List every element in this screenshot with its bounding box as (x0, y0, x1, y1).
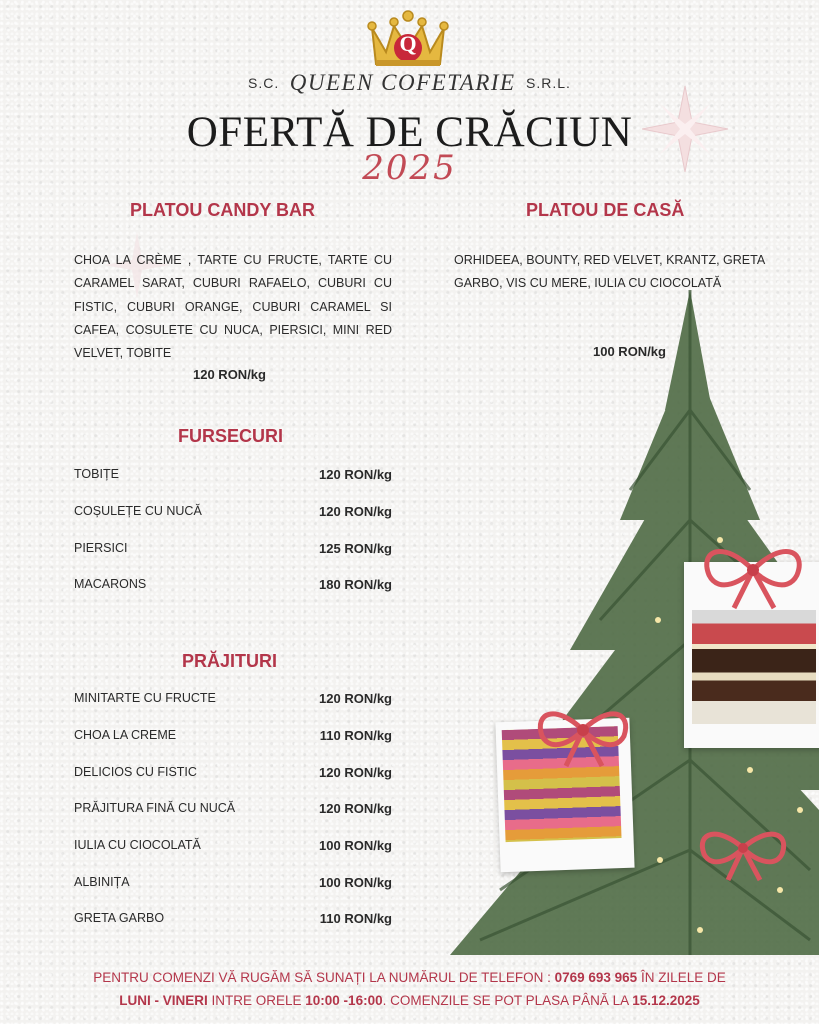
crown-logo-letter: Q (399, 31, 417, 56)
list-item-name: ALBINIȚA (74, 875, 130, 889)
footer-line-2 (0, 993, 819, 1008)
ribbon-bow-icon (694, 540, 812, 610)
cakes-photo-image (692, 610, 816, 724)
list-item-name: MINITARTE CU FRUCTE (74, 691, 216, 705)
list-item-name: CHOA LA CREME (74, 728, 177, 742)
footer-text: . COMENZILE SE POT PLASA PÂNĂ LA (382, 993, 633, 1008)
list-item-name: TOBIȚE (74, 467, 119, 481)
platou-candy-bar-price: 120 RON/kg (193, 367, 266, 382)
list-item-price: 100 RON/kg (319, 875, 392, 890)
footer-text: INTRE ORELE (207, 993, 306, 1008)
list-item-price: 100 RON/kg (319, 838, 392, 853)
ribbon-bow-icon (530, 704, 636, 768)
list-item-price: 110 RON/kg (319, 911, 392, 926)
list-item-price: 110 RON/kg (319, 728, 392, 743)
list-item-name: COȘULEȚE CU NUCĂ (74, 504, 202, 518)
order-days: LUNI - VINERI (119, 993, 208, 1008)
list-item-name: IULIA CU CIOCOLATĂ (74, 838, 201, 852)
platou-de-casa-description: ORHIDEEA, BOUNTY, RED VELVET, KRANTZ, GRETA GARBO, VIS CU MERE, IULIA CU CIOCOLATĂ (454, 253, 765, 291)
heading-prajituri: PRĂJITURI (182, 651, 278, 671)
list-item-price: 120 RON/kg (319, 765, 392, 780)
heading-platou-de-casa: PLATOU DE CASĂ (526, 200, 685, 220)
order-deadline: 15.12.2025 (632, 993, 700, 1008)
list-item-name: DELICIOS CU FISTIC (74, 765, 197, 779)
list-item-price: 120 RON/kg (319, 691, 392, 706)
year-label: 2025 (362, 148, 457, 188)
company-name: QUEEN COFETARIE (289, 70, 516, 95)
footer-text: PENTRU COMENZI VĂ RUGĂM SĂ SUNAȚI LA NUMĂRUL DE TELEFON : (93, 970, 555, 985)
platou-de-casa-price: 100 RON/kg (593, 344, 666, 359)
company-prefix: S.C. (248, 75, 280, 91)
phone-number: 0769 693 965 (554, 970, 638, 985)
list-item-price: 120 RON/kg (319, 504, 392, 519)
platou-candy-bar-description: CHOA LA CRÈME , TARTE CU FRUCTE, TARTE CU CARAMEL SARAT, CUBURI RAFAELO, CUBURI CU FISTIC, CUBURI ORANGE, CUBURI CARAMEL SI CAFEA, COSULETE CU NUCA, PIERSICI, MINI RED VELVET, TOBITE (74, 253, 392, 361)
list-item-price: 120 RON/kg (319, 801, 392, 816)
list-item-name: GRETA GARBO (74, 911, 165, 925)
list-item-name: MACARONS (74, 577, 147, 591)
list-item-name: PIERSICI (74, 541, 128, 555)
heading-fursecuri: FURSECURI (178, 426, 284, 446)
list-item-name: PRĂJITURA FINĂ CU NUCĂ (74, 801, 236, 815)
list-item-price: 125 RON/kg (319, 541, 392, 556)
order-hours: 10:00 -16:00 (305, 993, 383, 1008)
footer-text: ÎN ZILELE DE (637, 970, 726, 985)
page-title: OFERTĂ DE CRĂCIUN (186, 109, 633, 156)
list-item-price: 180 RON/kg (319, 577, 392, 592)
company-name-line (0, 70, 819, 96)
ribbon-bow-icon (690, 826, 796, 882)
company-suffix: S.R.L. (526, 75, 571, 91)
list-item-price: 120 RON/kg (319, 467, 392, 482)
footer-line-1 (0, 970, 819, 985)
heading-platou-candy-bar: PLATOU CANDY BAR (130, 200, 316, 220)
